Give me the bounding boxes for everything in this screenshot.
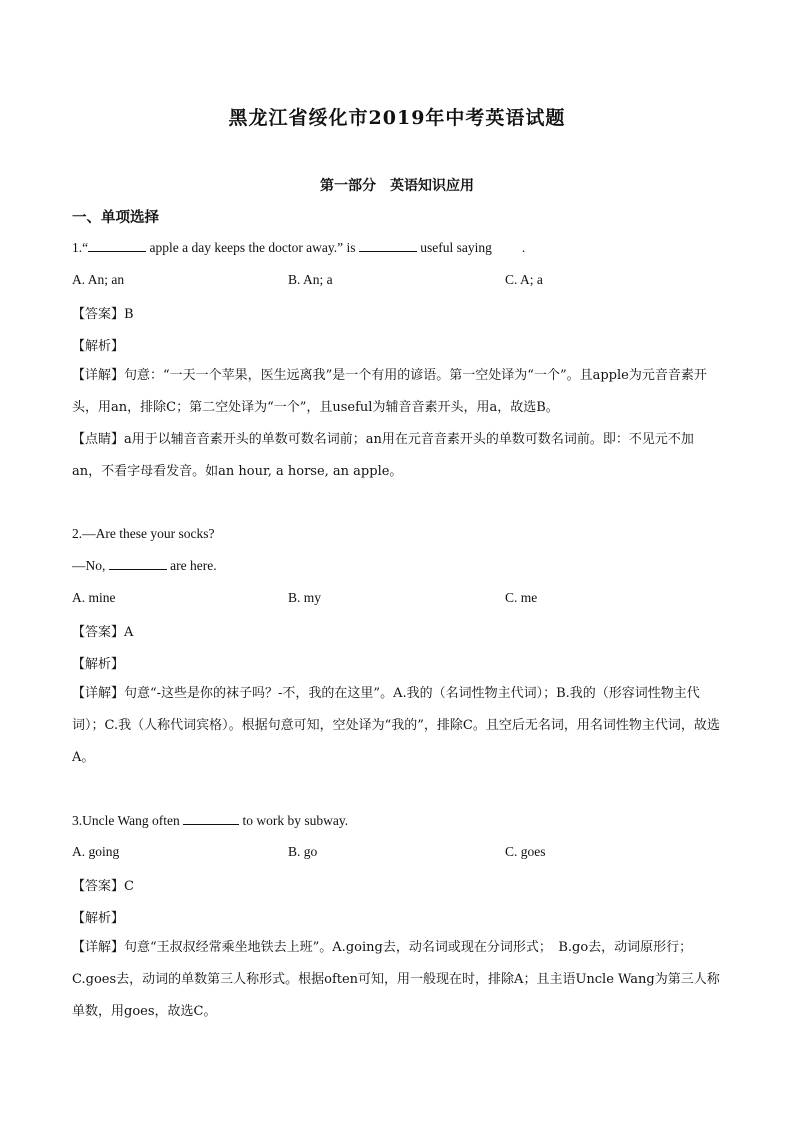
question-2-prefix: —No, xyxy=(72,558,109,573)
option-b: B. An; a xyxy=(288,272,333,287)
part-heading: 第一部分 英语知识应用 xyxy=(320,178,474,194)
option-c: C. A; a xyxy=(505,272,543,287)
question-1-prefix: 1.“ xyxy=(72,240,89,255)
detail-text: 【详解】句意“王叔叔经常乘坐地铁去上班”。A.going去，动名词或现在分词形式； B.go去，动词原形行； C.goes去，动词的单数第三人称形式。根据often可知，用一般现在时，排除A；且主语Uncle Wang为第三人称单数，用goes，故选C。 xyxy=(72,940,720,1019)
question-2-end: are here. xyxy=(166,558,217,573)
question-1 xyxy=(72,240,525,256)
analysis-label: 【解析】 xyxy=(72,657,125,672)
section-heading: 一、单项选择 xyxy=(72,209,159,226)
answer-blank xyxy=(88,250,146,252)
answer-label: 【答案】B xyxy=(72,307,134,322)
option-b: B. go xyxy=(288,844,318,859)
answer-blank xyxy=(109,568,167,570)
answer-label: 【答案】A xyxy=(72,625,134,640)
option-a: A. mine xyxy=(72,590,116,605)
question-1-mid: apple a day keeps the doctor away.” is xyxy=(146,240,359,255)
analysis-label: 【解析】 xyxy=(72,911,125,926)
option-c: C. me xyxy=(505,590,538,605)
page-title: 黑龙江省绥化市2019年中考英语试题 xyxy=(228,107,566,129)
question-2-line-1: 2.—Are these your socks? xyxy=(72,526,215,541)
answer-label: 【答案】C xyxy=(72,879,134,894)
question-3 xyxy=(72,813,348,829)
answer-blank xyxy=(183,823,239,825)
question-1-end: useful saying xyxy=(416,240,492,255)
question-3-prefix: 3.Uncle Wang often xyxy=(72,813,184,828)
option-a: A. going xyxy=(72,844,120,859)
analysis-label: 【解析】 xyxy=(72,339,125,354)
answer-blank xyxy=(359,250,417,252)
option-b: B. my xyxy=(288,590,322,605)
question-3-end: to work by subway. xyxy=(239,813,349,828)
question-2-line-2 xyxy=(72,558,217,574)
question-1-period: . xyxy=(521,240,526,255)
detail-text: 【详解】句意“-这些是你的袜子吗？-不，我的在这里”。A.我的（名词性物主代词）；B.我的（形容词性物主代词）；C.我（人称代词宾格）。根据句意可知，空处译为“我的”，排除C。且空后无名词，用名词性物主代词，故选A。 xyxy=(72,686,720,765)
tip-text: 【点睛】a用于以辅音音素开头的单数可数名词前；an用在元音音素开头的单数可数名词前。即：不见元不加an，不看字母看发音。如an hour, a horse, an apple。 xyxy=(72,432,694,479)
detail-text: 【详解】句意：“一天一个苹果，医生远离我”是一个有用的谚语。第一空处译为“一个”。且apple为元音音素开头，用an，排除C；第二空处译为“一个”，且useful为辅音音素开头，用a，故选B。 xyxy=(72,368,707,415)
option-c: C. goes xyxy=(505,844,546,859)
option-a: A. An; an xyxy=(72,272,125,287)
